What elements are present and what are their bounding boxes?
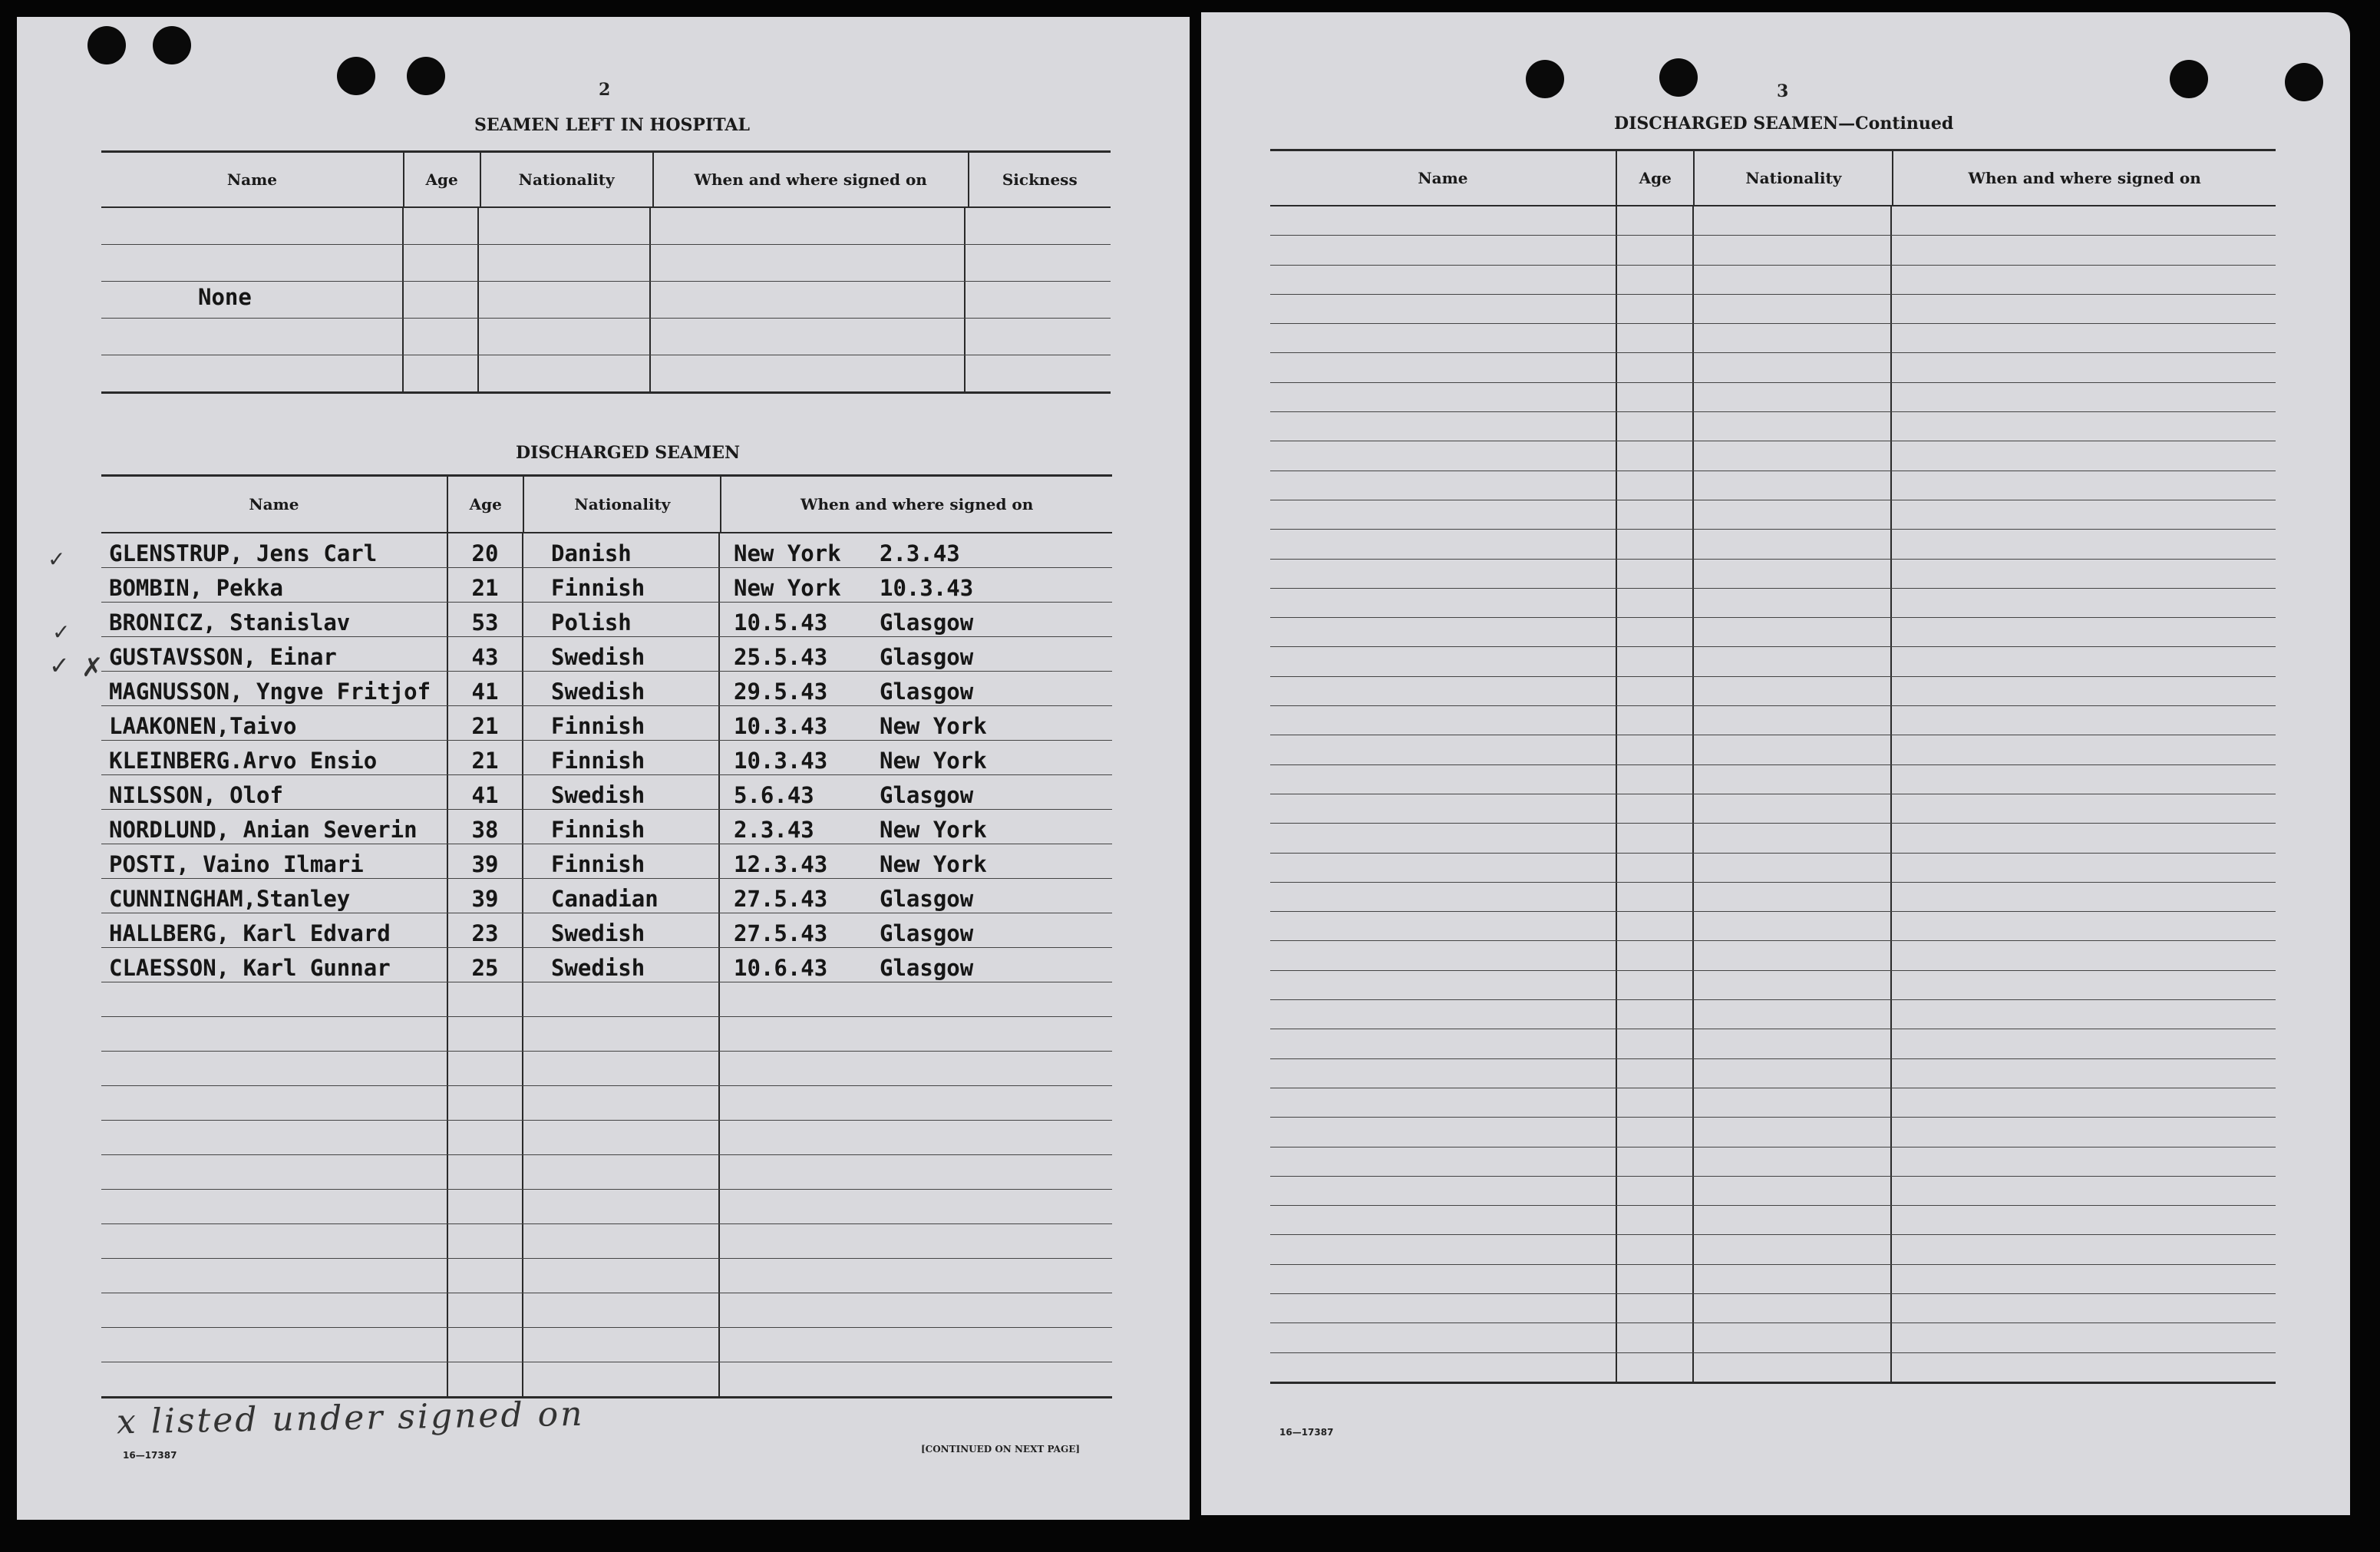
signed-on-date: New York (734, 540, 841, 566)
seaman-age: 23 (448, 913, 523, 947)
discharged-continued-table (1270, 149, 2276, 1384)
seaman-age: 25 (448, 948, 523, 982)
signed-on-date: New York (734, 575, 841, 601)
seaman-name: KLEINBERG.Arvo Ensio (101, 741, 448, 774)
signed-on-cell (720, 844, 1112, 878)
signed-on-date: 27.5.43 (734, 886, 828, 912)
blank-row (1270, 824, 2276, 853)
table-row (101, 913, 1112, 948)
punch-hole (2285, 63, 2323, 101)
seaman-age: 21 (448, 706, 523, 740)
punch-hole (1659, 58, 1698, 97)
seaman-age: 39 (448, 879, 523, 913)
blank-rows (101, 982, 1112, 1398)
signed-on-date: 10.5.43 (734, 609, 828, 636)
blank-row (1270, 941, 2276, 970)
seaman-name: GUSTAVSSON, Einar (101, 637, 448, 671)
punch-hole (1526, 60, 1564, 98)
signed-on-cell (720, 603, 1112, 636)
seaman-age: 21 (448, 568, 523, 602)
blank-row (1270, 412, 2276, 441)
blank-row (101, 1328, 1112, 1362)
signed-on-place: Glasgow (880, 609, 974, 636)
signed-on-place: 10.3.43 (880, 575, 974, 601)
hospital-section-title: SEAMEN LEFT IN HOSPITAL (474, 115, 750, 135)
blank-row (1270, 1235, 2276, 1264)
blank-row (1270, 324, 2276, 353)
signed-on-place: New York (880, 748, 987, 774)
col-header-nationality: Nationality (481, 153, 654, 206)
form-code: 16—17387 (123, 1450, 177, 1461)
left-page (17, 17, 1190, 1520)
seaman-name: MAGNUSSON, Yngve Fritjof (101, 672, 448, 705)
seaman-name: NORDLUND, Anian Severin (101, 810, 448, 844)
seaman-name: LAAKONEN,Taivo (101, 706, 448, 740)
table-row (101, 568, 1112, 603)
blank-row (101, 1293, 1112, 1328)
discharged-continued-title (1614, 114, 1953, 134)
blank-row (1270, 500, 2276, 530)
signed-on-cell (720, 533, 1112, 567)
seaman-nationality: Polish (523, 603, 720, 636)
seaman-age: 38 (448, 810, 523, 844)
punch-hole (153, 26, 191, 64)
signed-on-cell (720, 706, 1112, 740)
signed-on-place: Glasgow (880, 644, 974, 670)
seaman-nationality: Swedish (523, 775, 720, 809)
signed-on-place: Glasgow (880, 782, 974, 808)
blank-row (1270, 765, 2276, 794)
seaman-nationality: Danish (523, 533, 720, 567)
signed-on-date: 12.3.43 (734, 851, 828, 877)
blank-row (1270, 912, 2276, 941)
blank-row (1270, 706, 2276, 735)
signed-on-place: 2.3.43 (880, 540, 960, 566)
col-header-name: Name (101, 477, 448, 532)
signed-on-place: Glasgow (880, 920, 974, 946)
seaman-nationality: Finnish (523, 568, 720, 602)
seaman-nationality: Finnish (523, 706, 720, 740)
table-row (101, 948, 1112, 982)
signed-on-place: New York (880, 851, 987, 877)
hospital-none-text: None (198, 284, 252, 310)
blank-row (1270, 1000, 2276, 1029)
signed-on-date: 10.3.43 (734, 748, 828, 774)
blank-row (1270, 1118, 2276, 1147)
col-header-signed-on: When and where signed on (800, 495, 1034, 513)
blank-row (101, 982, 1112, 1017)
signed-on-date: 2.3.43 (734, 817, 814, 843)
punch-hole (87, 26, 126, 64)
blank-row (101, 1086, 1112, 1121)
seaman-name: CUNNINGHAM,Stanley (101, 879, 448, 913)
table-row (101, 637, 1112, 672)
col-header-age: Age (448, 477, 525, 532)
seaman-name: GLENSTRUP, Jens Carl (101, 533, 448, 567)
table-row (101, 775, 1112, 810)
blank-row (1270, 883, 2276, 912)
seaman-name: HALLBERG, Karl Edvard (101, 913, 448, 947)
col-header-nationality: Nationality (1695, 151, 1893, 205)
signed-on-cell (720, 672, 1112, 705)
signed-on-date: 10.6.43 (734, 955, 828, 981)
seaman-age: 53 (448, 603, 523, 636)
seaman-age: 20 (448, 533, 523, 567)
blank-row (1270, 295, 2276, 324)
seaman-age: 39 (448, 844, 523, 878)
seaman-nationality: Finnish (523, 844, 720, 878)
table-row (101, 741, 1112, 775)
blank-row (1270, 471, 2276, 500)
blank-row (1270, 530, 2276, 559)
continued-note: [CONTINUED ON NEXT PAGE] (921, 1444, 1081, 1455)
seaman-nationality: Swedish (523, 672, 720, 705)
punch-hole (407, 57, 445, 95)
col-header-signed-on: When and where signed on (654, 153, 969, 206)
blank-row (1270, 1353, 2276, 1384)
seaman-age: 43 (448, 637, 523, 671)
col-header-signed-on: When and where signed on (1968, 169, 2201, 187)
signed-on-date: 27.5.43 (734, 920, 828, 946)
punch-hole (2170, 60, 2208, 98)
table-row (101, 706, 1112, 741)
blank-row (101, 1017, 1112, 1052)
blank-row (1270, 1029, 2276, 1058)
signed-on-cell (720, 810, 1112, 844)
blank-row (101, 1362, 1112, 1398)
blank-row (101, 1155, 1112, 1190)
signed-on-cell (720, 775, 1112, 809)
signed-on-place: Glasgow (880, 679, 974, 705)
signed-on-cell (720, 913, 1112, 947)
col-header-name: Name (1270, 151, 1617, 205)
blank-row (1270, 589, 2276, 618)
blank-row (101, 1052, 1112, 1086)
signed-on-cell (720, 741, 1112, 774)
seaman-age: 41 (448, 672, 523, 705)
seaman-name: NILSSON, Olof (101, 775, 448, 809)
blank-row (101, 1224, 1112, 1259)
seaman-nationality: Swedish (523, 637, 720, 671)
blank-row (1270, 441, 2276, 471)
blank-row (1270, 1265, 2276, 1294)
blank-row (1270, 383, 2276, 412)
discharged-table (101, 474, 1112, 1398)
title-sub: —Continued (1838, 114, 1954, 134)
seaman-nationality: Canadian (523, 879, 720, 913)
blank-row (101, 1259, 1112, 1293)
blank-row (1270, 1088, 2276, 1118)
seaman-age: 41 (448, 775, 523, 809)
blank-row (1270, 618, 2276, 647)
signed-on-cell (720, 948, 1112, 982)
signed-on-date: 5.6.43 (734, 782, 814, 808)
page-number: 2 (599, 80, 611, 100)
seaman-age: 21 (448, 741, 523, 774)
col-header-name: Name (101, 153, 404, 206)
table-row (101, 672, 1112, 706)
blank-row (1270, 1147, 2276, 1177)
blank-row (101, 1190, 1112, 1224)
discharged-section-title: DISCHARGED SEAMEN (516, 443, 741, 463)
seaman-name: POSTI, Vaino Ilmari (101, 844, 448, 878)
blank-row (101, 1121, 1112, 1155)
blank-row (1270, 266, 2276, 295)
page-number: 3 (1777, 81, 1789, 101)
blank-row (1270, 560, 2276, 589)
blank-row (1270, 206, 2276, 236)
col-header-age: Age (404, 153, 481, 206)
blank-rows (1270, 206, 2276, 1384)
table-row (101, 879, 1112, 913)
blank-row (1270, 854, 2276, 883)
seaman-name: CLAESSON, Karl Gunnar (101, 948, 448, 982)
signed-on-cell (720, 879, 1112, 913)
signed-on-date: 10.3.43 (734, 713, 828, 739)
check-mark: ✓ (52, 619, 71, 645)
blank-row (1270, 1323, 2276, 1352)
signed-on-cell (720, 637, 1112, 671)
col-header-nationality: Nationality (524, 477, 721, 532)
signed-on-place: Glasgow (880, 886, 974, 912)
seaman-nationality: Finnish (523, 810, 720, 844)
blank-row (1270, 677, 2276, 706)
signed-on-place: Glasgow (880, 955, 974, 981)
seaman-nationality: Swedish (523, 948, 720, 982)
table-row (101, 603, 1112, 637)
hospital-table (101, 150, 1111, 394)
signed-on-place: New York (880, 817, 987, 843)
signed-on-date: 25.5.43 (734, 644, 828, 670)
check-mark: ✓ (49, 651, 70, 680)
signed-on-cell (720, 568, 1112, 602)
blank-row (1270, 1059, 2276, 1088)
signed-on-date: 29.5.43 (734, 679, 828, 705)
blank-row (1270, 1177, 2276, 1206)
seaman-name: BOMBIN, Pekka (101, 568, 448, 602)
check-mark: ✓ (48, 547, 66, 572)
col-header-age: Age (1617, 151, 1695, 205)
seaman-name: BRONICZ, Stanislav (101, 603, 448, 636)
blank-row (1270, 647, 2276, 676)
table-row (101, 810, 1112, 844)
blank-row (1270, 971, 2276, 1000)
blank-row (1270, 353, 2276, 382)
right-page (1201, 12, 2350, 1515)
title-main: DISCHARGED SEAMEN (1614, 114, 1839, 134)
handwritten-note: x listed under signed on (116, 1394, 585, 1442)
punch-hole (337, 57, 375, 95)
signed-on-place: New York (880, 713, 987, 739)
seaman-nationality: Finnish (523, 741, 720, 774)
discharged-rows (101, 533, 1112, 982)
table-row (101, 844, 1112, 879)
col-header-sickness: Sickness (1002, 170, 1078, 189)
blank-row (1270, 1294, 2276, 1323)
blank-row (1270, 735, 2276, 764)
blank-row (1270, 236, 2276, 265)
blank-row (1270, 1206, 2276, 1235)
seaman-nationality: Swedish (523, 913, 720, 947)
form-code: 16—17387 (1279, 1427, 1334, 1438)
table-row (101, 533, 1112, 568)
x-mark: ✗ (81, 652, 104, 683)
blank-row (1270, 794, 2276, 824)
